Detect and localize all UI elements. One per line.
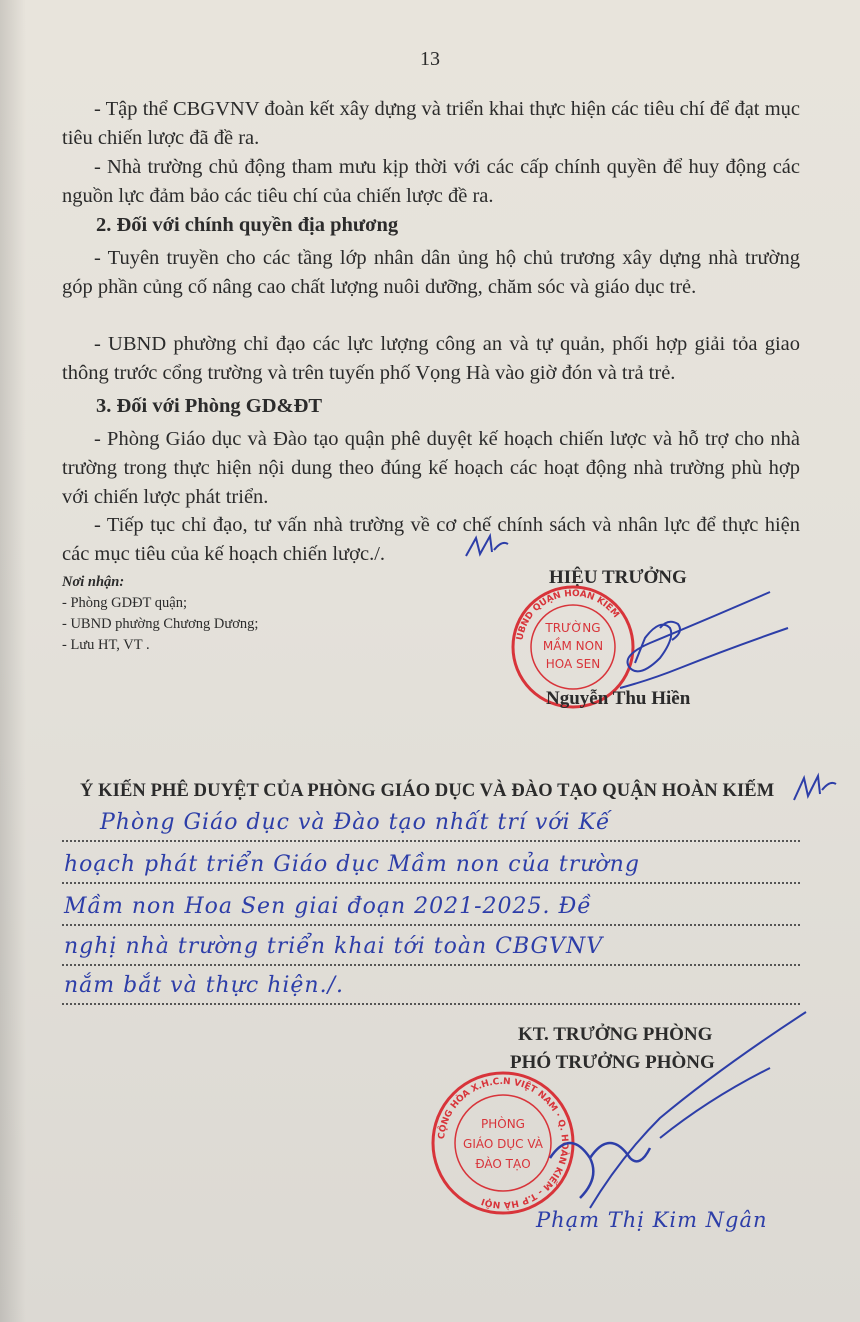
paragraph-2: - Nhà trường chủ động tham mưu kịp thời với các cấp chính quyền để huy động các nguồn lực đảm bảo các tiêu chí của chiến lược đề ra. (62, 156, 800, 207)
heading-local-government: 2. Đối với chính quyền địa phương (96, 214, 399, 236)
paragraph-5: - Phòng Giáo dục và Đào tạo quận phê duyệt kế hoạch chiến lược và hỗ trợ cho nhà trường trong thực hiện nội dung theo đúng kế hoạch các hoạt động nhà trường phù hợp với chiến lược phát triển. (62, 428, 800, 508)
approval-title: Ý KIẾN PHÊ DUYỆT CỦA PHÒNG GIÁO DỤC VÀ ĐÀO TẠO QUẬN HOÀN KIẾM (80, 781, 775, 801)
office-stamp-line1: PHÒNG (481, 1117, 525, 1131)
page-number: 13 (420, 48, 440, 70)
recipients-title: Nơi nhận: (62, 574, 125, 590)
office-title-2: PHÓ TRƯỞNG PHÒNG (510, 1052, 715, 1073)
school-stamp-ring: UBND QUẬN HOÀN KIẾM (515, 588, 621, 642)
office-signer-name: Phạm Thị Kim Ngân (536, 1208, 768, 1232)
office-title-1: KT. TRƯỞNG PHÒNG (518, 1024, 713, 1045)
school-stamp-line2: MẦM NON (542, 639, 604, 653)
office-signature (470, 1008, 810, 1218)
principal-signature (560, 588, 790, 698)
paragraph-6: - Tiếp tục chỉ đạo, tư vấn nhà trường về cơ chế chính sách và nhân lực để thực hiện các mục tiêu của kế hoạch chiến lược./. (62, 514, 800, 565)
handwritten-line-3: Mầm non Hoa Sen giai đoạn 2021-2025. Đề (64, 894, 592, 919)
recipient-item: - Phòng GDĐT quận; (62, 595, 187, 611)
paragraph-1: - Tập thể CBGVNV đoàn kết xây dựng và triển khai thực hiện các tiêu chí để đạt mục tiêu chiến lược đã đề ra. (62, 98, 800, 149)
office-stamp-ring: CỘNG HÒA X.H.C.N VIỆT NAM · Q. HOÀN KIẾM - T.P HÀ NỘI (437, 1076, 570, 1210)
page-shadow (0, 0, 26, 1322)
heading-department: 3. Đối với Phòng GD&ĐT (96, 395, 323, 417)
school-stamp-line3: HOA SEN (545, 657, 601, 671)
recipients-block (62, 572, 258, 656)
principal-title: HIỆU TRƯỞNG (549, 567, 687, 588)
principal-name: Nguyễn Thu Hiền (546, 688, 691, 709)
paragraph-3: - Tuyên truyền cho các tầng lớp nhân dân ủng hộ chủ trương xây dựng nhà trường góp phần củng cố nâng cao chất lượng nuôi dưỡng, chăm sóc và giáo dục trẻ. (62, 247, 800, 298)
school-stamp-line1: TRƯỜNG (545, 621, 601, 635)
handwritten-line-2: hoạch phát triển Giáo dục Mầm non của trường (64, 852, 640, 877)
handwritten-line-1: Phòng Giáo dục và Đào tạo nhất trí với Kế (100, 810, 611, 835)
office-stamp-line2: GIÁO DỤC VÀ (463, 1137, 543, 1151)
paragraph-4: - UBND phường chỉ đạo các lực lượng công an và tự quản, phối hợp giải tỏa giao thông trước cổng trường và trên tuyến phố Vọng Hà vào giờ đón và trả trẻ. (62, 333, 800, 384)
handwritten-line-5: nắm bắt và thực hiện./. (64, 973, 344, 998)
office-stamp-line3: ĐÀO TẠO (475, 1157, 531, 1171)
initial-mark (462, 532, 512, 562)
recipient-item: - UBND phường Chương Dương; (62, 616, 259, 632)
approval-initial-mark (788, 770, 838, 806)
recipient-item: - Lưu HT, VT . (62, 637, 150, 653)
handwritten-line-4: nghị nhà trường triển khai tới toàn CBGVNV (64, 934, 604, 959)
